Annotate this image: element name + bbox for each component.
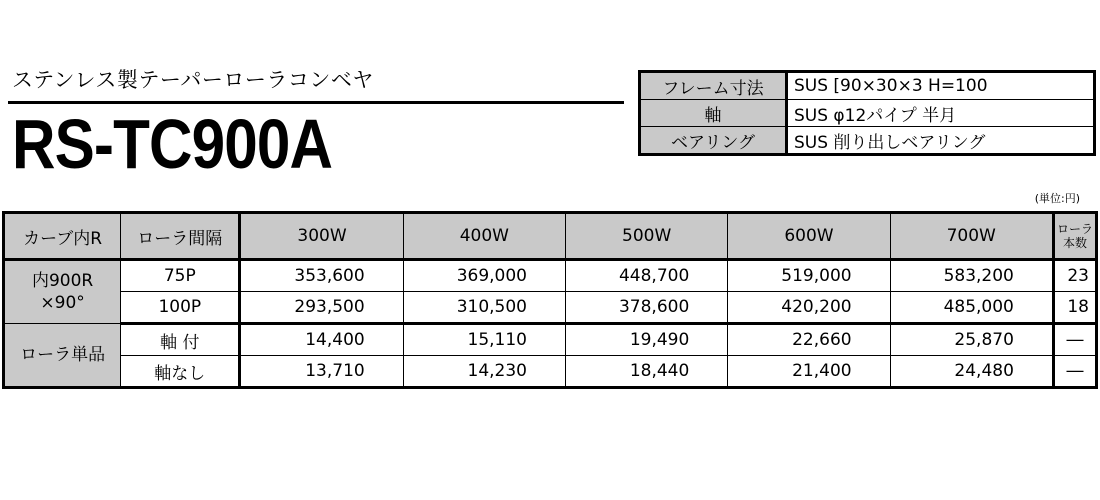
table-row bbox=[4, 356, 1097, 388]
price-cell: 378,600 bbox=[566, 292, 728, 324]
price-cell: 448,700 bbox=[566, 260, 728, 292]
group-label-single-roller: ローラ単品 bbox=[4, 324, 121, 388]
header-width-600: 600W bbox=[728, 213, 890, 260]
header-width-400: 400W bbox=[403, 213, 565, 260]
price-cell: 310,500 bbox=[403, 292, 565, 324]
price-cell: 583,200 bbox=[890, 260, 1053, 292]
roller-count-cell: ― bbox=[1053, 356, 1096, 388]
header-roller-pitch: ローラ間隔 bbox=[121, 213, 240, 260]
spec-label-shaft: 軸 bbox=[640, 100, 787, 127]
spec-label-bearing: ベアリング bbox=[640, 127, 787, 155]
roller-count-cell: ― bbox=[1053, 324, 1096, 356]
spec-table bbox=[638, 70, 1096, 156]
price-cell: 19,490 bbox=[566, 324, 728, 356]
roller-count-cell: 23 bbox=[1053, 260, 1096, 292]
price-cell: 24,480 bbox=[890, 356, 1053, 388]
unit-note: (単位:円) bbox=[1034, 192, 1080, 205]
group-label-curve-line1: 内900R bbox=[31, 271, 94, 291]
spec-row-frame bbox=[640, 72, 1095, 100]
table-row bbox=[4, 292, 1097, 324]
header-roller-count-line1: ローラ bbox=[1056, 222, 1093, 236]
price-cell: 353,600 bbox=[240, 260, 403, 292]
group-label-curve-line2: ×90° bbox=[40, 293, 85, 313]
group-label-curve bbox=[4, 260, 121, 324]
price-cell: 15,110 bbox=[403, 324, 565, 356]
row-shaft-type: 軸 付 bbox=[121, 324, 240, 356]
header-curve-radius: カーブ内R bbox=[4, 213, 121, 260]
spec-value-frame: SUS [90×30×3 H=100 bbox=[787, 72, 1095, 100]
price-cell: 14,400 bbox=[240, 324, 403, 356]
price-cell: 25,870 bbox=[890, 324, 1053, 356]
spec-row-shaft bbox=[640, 100, 1095, 127]
price-cell: 21,400 bbox=[728, 356, 890, 388]
price-cell: 485,000 bbox=[890, 292, 1053, 324]
row-pitch: 75P bbox=[121, 260, 240, 292]
price-table bbox=[2, 211, 1098, 389]
spec-value-bearing: SUS 削り出しベアリング bbox=[787, 127, 1095, 155]
price-cell: 18,440 bbox=[566, 356, 728, 388]
header-width-500: 500W bbox=[566, 213, 728, 260]
row-shaft-type: 軸なし bbox=[121, 356, 240, 388]
product-subtitle: ステンレス製テーパーローラコンベヤ bbox=[12, 68, 374, 92]
table-row bbox=[4, 324, 1097, 356]
price-cell: 293,500 bbox=[240, 292, 403, 324]
price-cell: 14,230 bbox=[403, 356, 565, 388]
header-width-300: 300W bbox=[240, 213, 403, 260]
row-pitch: 100P bbox=[121, 292, 240, 324]
price-cell: 13,710 bbox=[240, 356, 403, 388]
header-roller-count-line2: 本数 bbox=[1062, 236, 1087, 250]
header-width-700: 700W bbox=[890, 213, 1053, 260]
model-number: RS-TC900A bbox=[12, 105, 333, 183]
roller-count-cell: 18 bbox=[1053, 292, 1096, 324]
header-roller-count bbox=[1053, 213, 1096, 260]
spec-value-shaft: SUS φ12パイプ 半月 bbox=[787, 100, 1095, 127]
price-header-row bbox=[4, 213, 1097, 260]
title-underline bbox=[8, 101, 624, 104]
table-row bbox=[4, 260, 1097, 292]
spec-row-bearing bbox=[640, 127, 1095, 155]
price-cell: 519,000 bbox=[728, 260, 890, 292]
price-cell: 22,660 bbox=[728, 324, 890, 356]
price-cell: 420,200 bbox=[728, 292, 890, 324]
spec-label-frame: フレーム寸法 bbox=[640, 72, 787, 100]
price-cell: 369,000 bbox=[403, 260, 565, 292]
